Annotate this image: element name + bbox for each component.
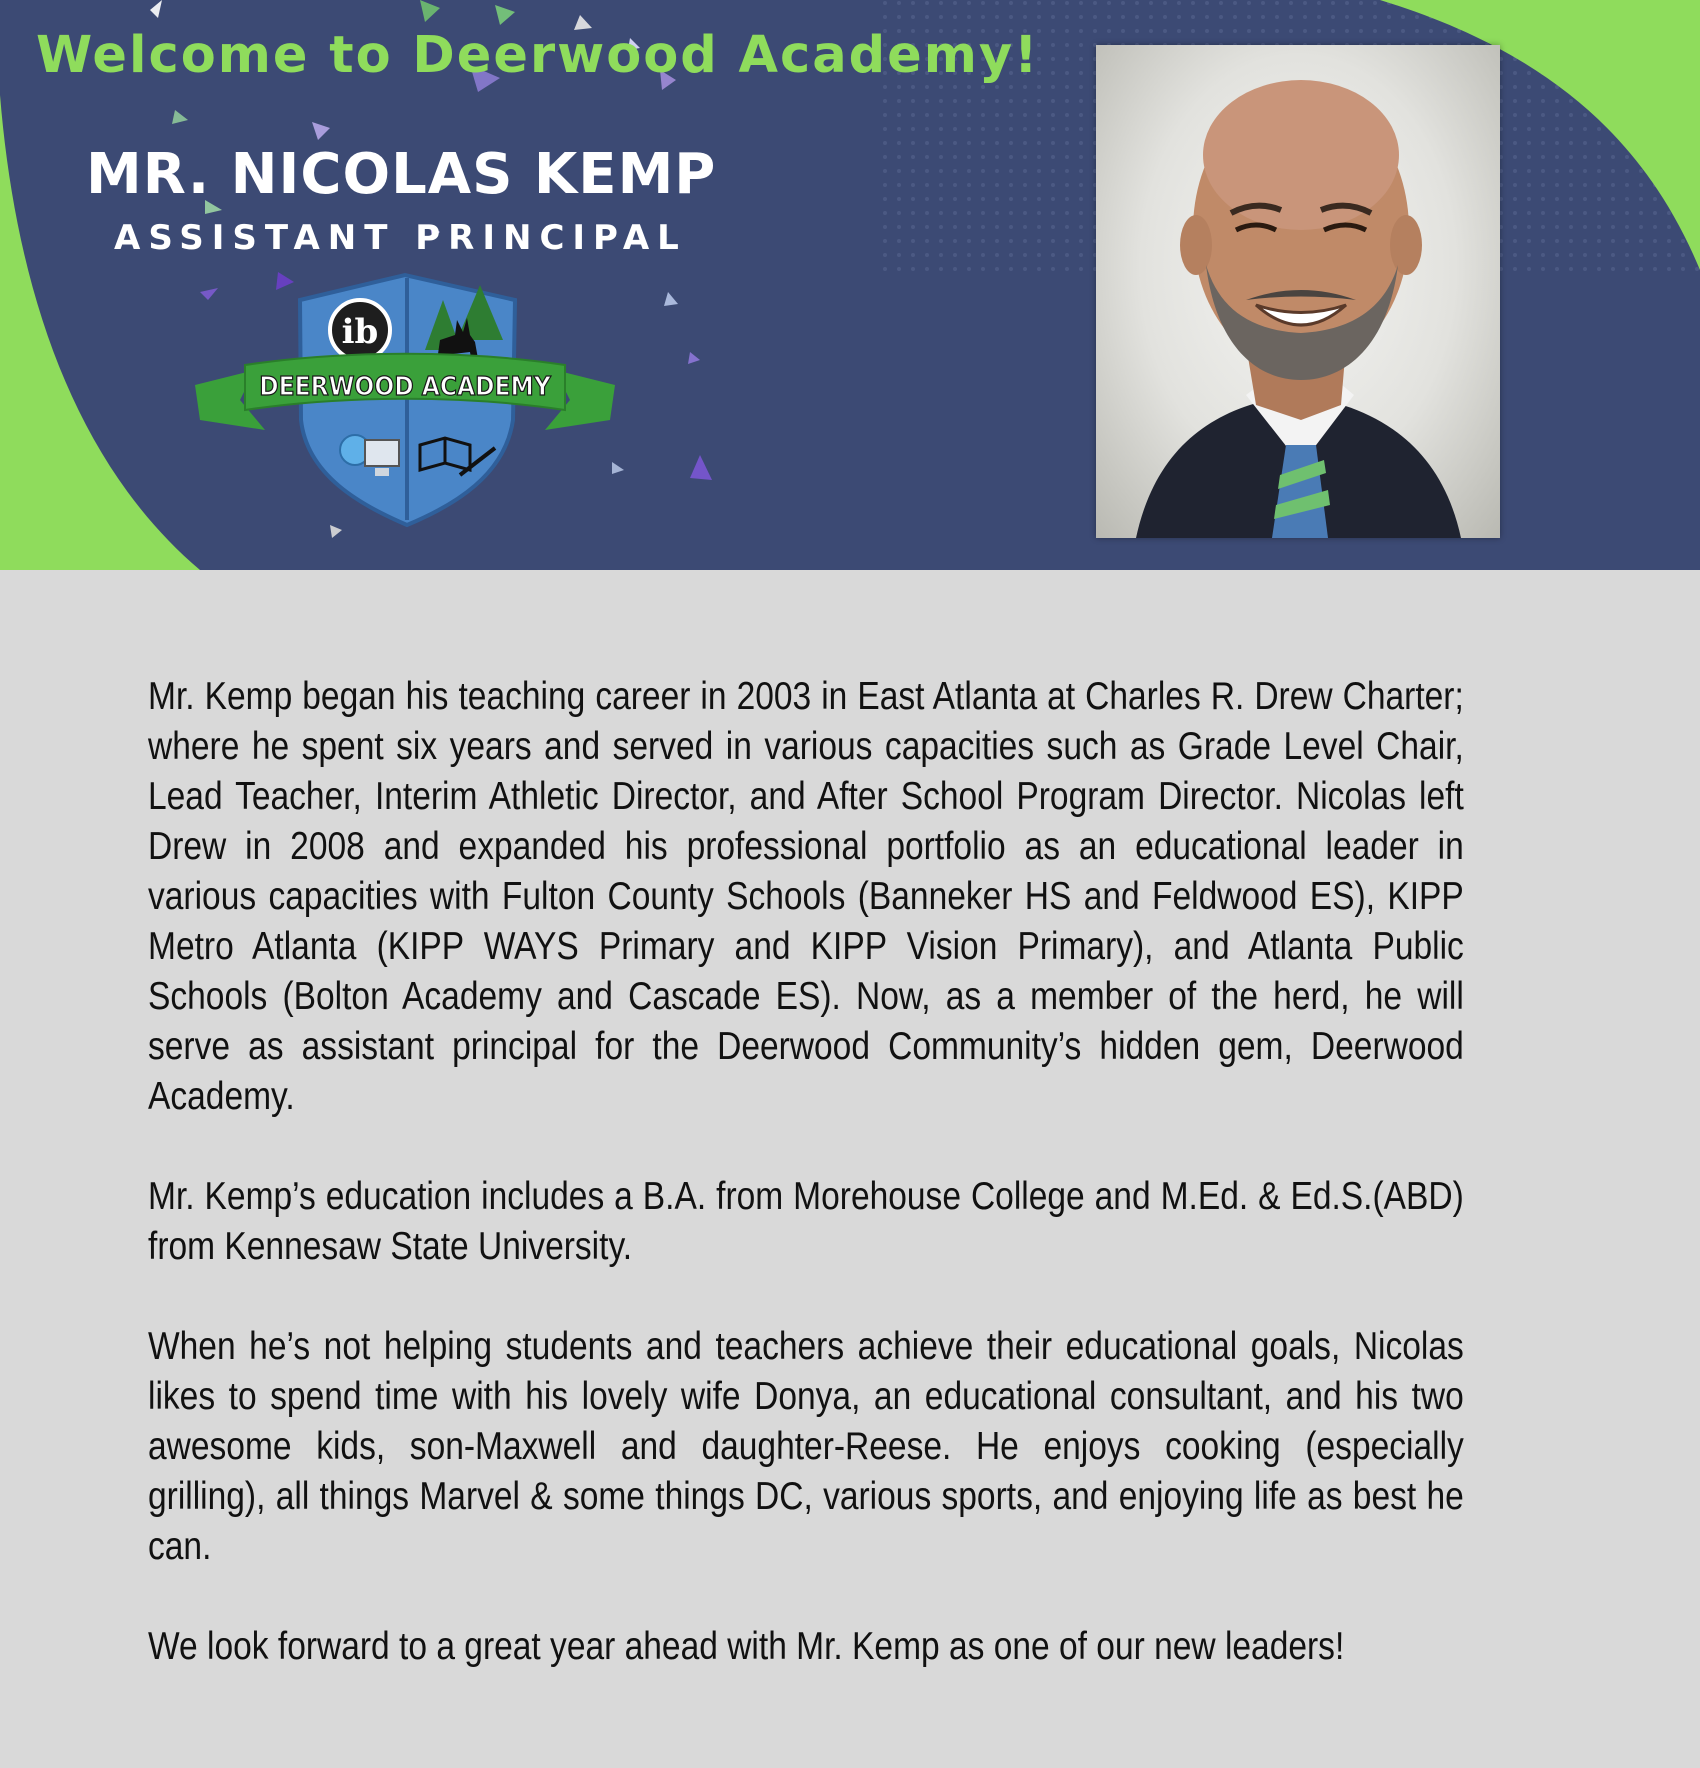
bio-paragraph: Mr. Kemp began his teaching career in 2003 in East Atlanta at Charles R. Drew Charter; where he spent six years and served in various capacities such as Grade Level Chair, Lead Teacher, Interim Athletic Director, and After School Program Director. Nicolas left Drew in 2008 and expanded his professional portfolio as an educational leader in various capacities with Fulton County Schools (Banneker HS and Feldwood ES), KIPP Metro Atlanta (KIPP WAYS Primary and KIPP Vision Primary), and Atlanta Public Schools (Bolton Academy and Cascade ES). Now, as a member of the herd, he will serve as assistant principal for the Deerwood Community’s hidden gem, Deerwood Academy. [148, 675, 1464, 1118]
welcome-heading: Welcome to Deerwood Academy! [36, 26, 1040, 85]
deerwood-academy-crest-logo [195, 270, 615, 530]
bio-paragraph: Mr. Kemp’s education includes a B.A. from Morehouse College and M.Ed. & Ed.S.(ABD) from Kennesaw State University. [148, 1175, 1464, 1268]
bio-closing-paragraph: We look forward to a great year ahead with Mr. Kemp as one of our new leaders! [148, 1625, 1345, 1668]
portrait-illustration [1096, 45, 1500, 538]
ib-logo-text: ib [341, 312, 379, 352]
bio-paragraph: When he’s not helping students and teachers achieve their educational goals, Nicolas likes to spend time with his lovely wife Donya, an educational consultant, and his two awesome kids, son-Maxwell and daughter-Reese. He enjoys cooking (especially grilling), all things Marvel & some things DC, various sports, and enjoying life as best he can. [148, 1325, 1464, 1568]
portrait-photo [1096, 45, 1500, 538]
header-banner [0, 0, 1700, 570]
bio-content [148, 672, 1464, 1722]
person-title: ASSISTANT PRINCIPAL [114, 218, 687, 258]
crest-banner-text: DEERWOOD ACADEMY [259, 372, 551, 402]
person-name: MR. NICOLAS KEMP [86, 142, 717, 207]
